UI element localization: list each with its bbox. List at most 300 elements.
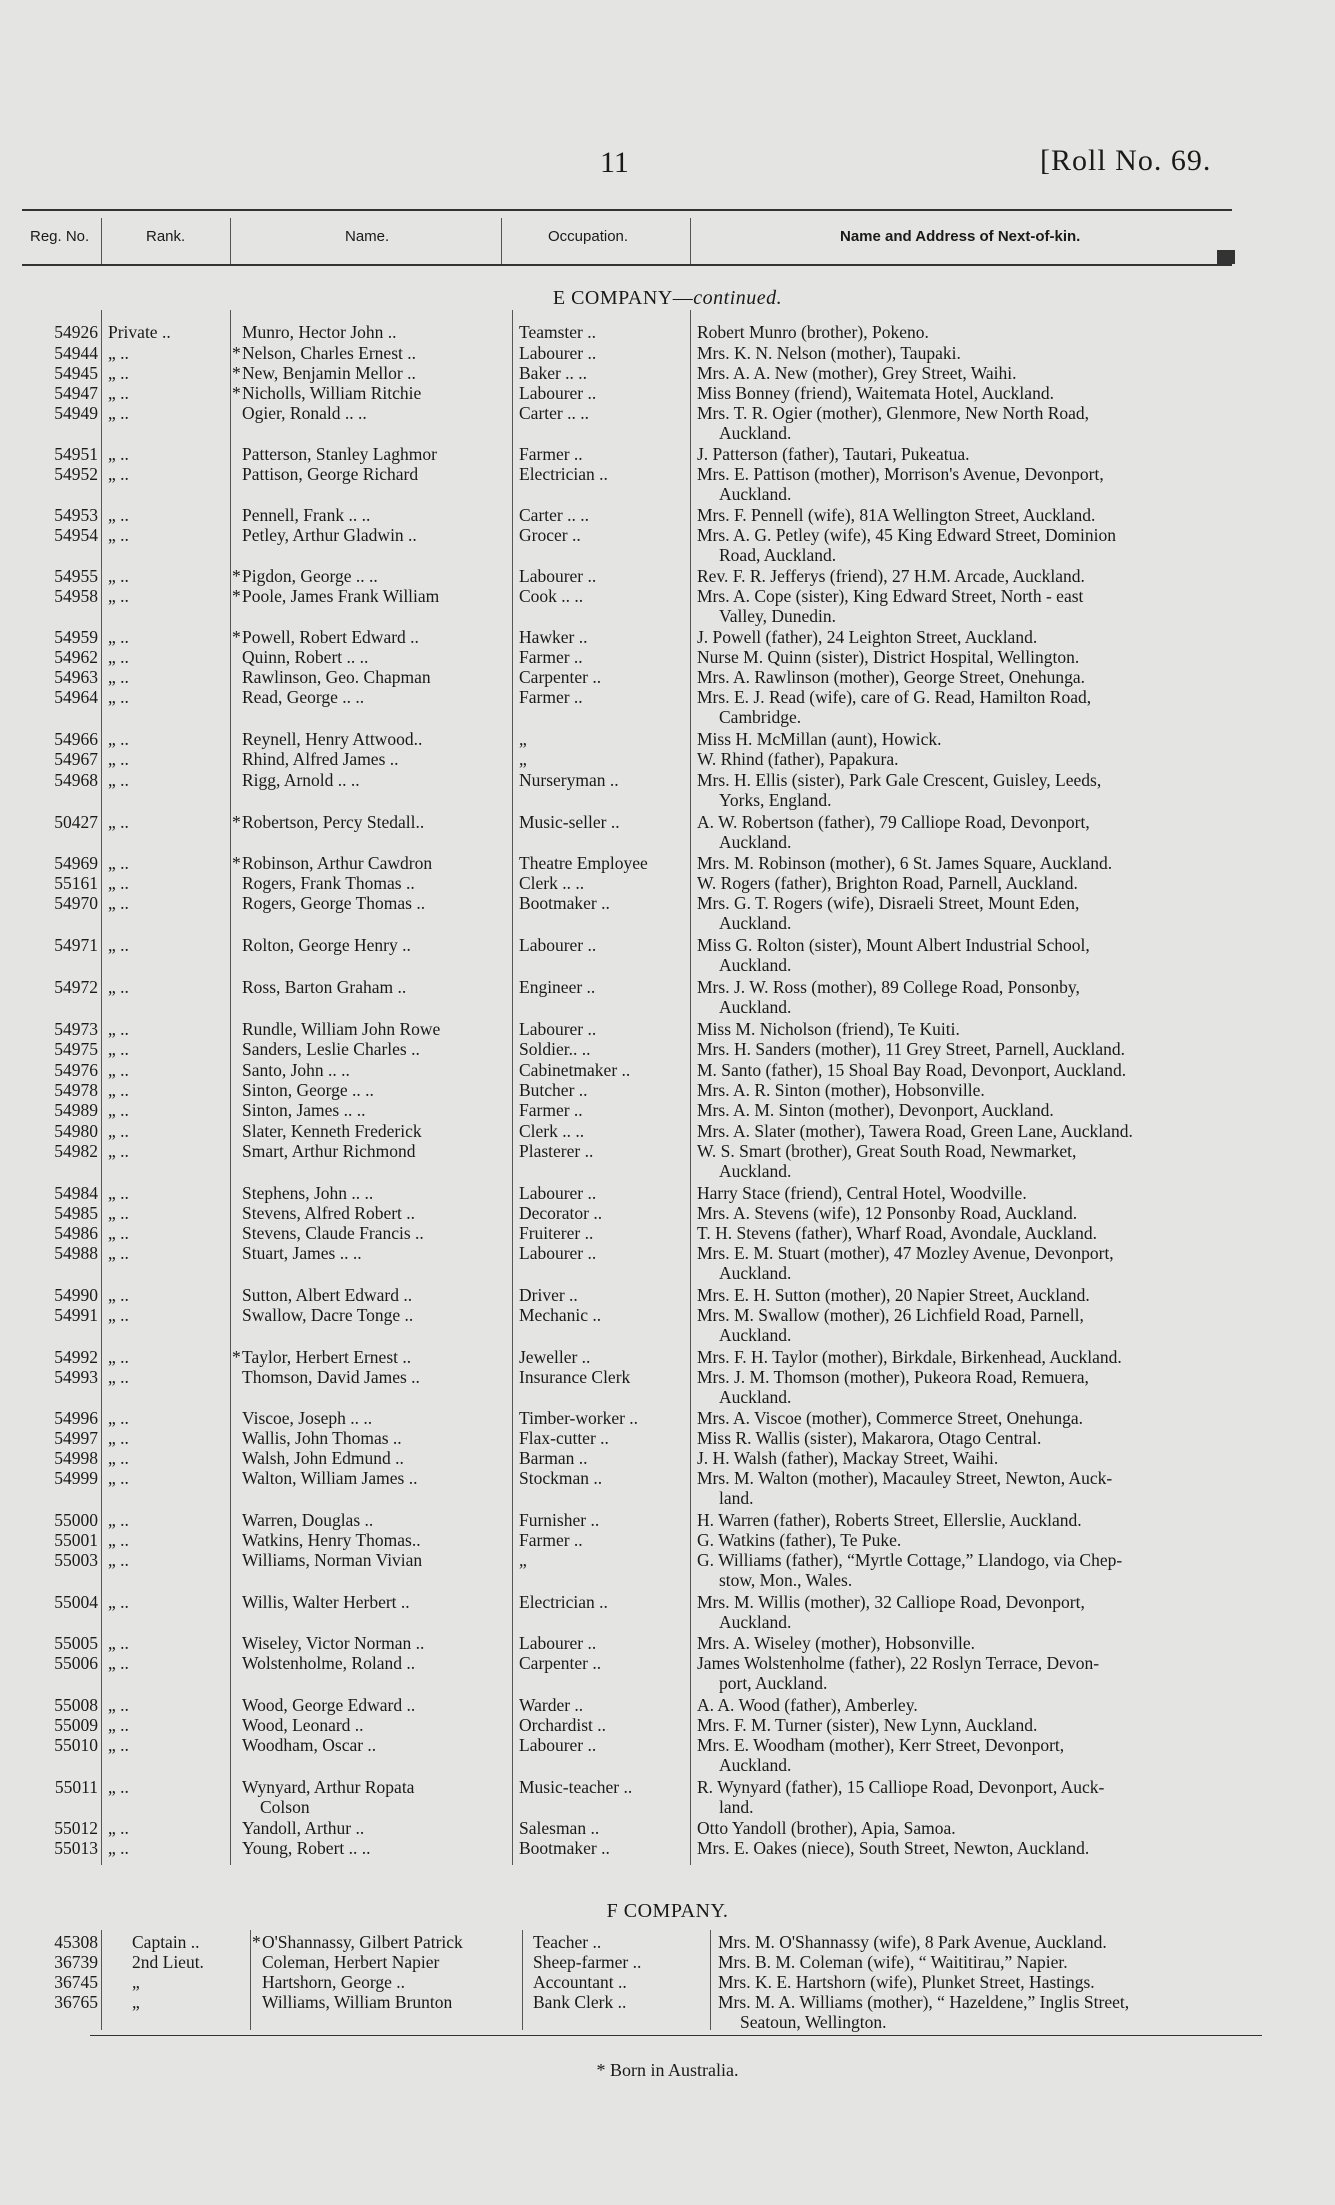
rank: „ ..	[108, 1777, 129, 1797]
soldier-name: Quinn, Robert .. ..	[242, 647, 369, 667]
footer-rule	[90, 2035, 1262, 2036]
next-of-kin: Mrs. M. O'Shannassy (wife), 8 Park Avenue, Auckland.	[718, 1932, 1107, 1952]
col-head-reg: Reg. No.	[30, 228, 90, 245]
soldier-name: Warren, Douglas ..	[242, 1510, 374, 1530]
next-of-kin-continued: land.	[719, 1488, 754, 1508]
next-of-kin: Otto Yandoll (brother), Apia, Samoa.	[697, 1818, 956, 1838]
section-title: E COMPANY—	[552, 287, 694, 309]
next-of-kin-continued: Auckland.	[719, 423, 792, 443]
rank: „ ..	[108, 667, 129, 687]
reg-number: 36765	[54, 1992, 98, 2012]
occupation: Bank Clerk ..	[533, 1992, 627, 2012]
occupation: Labourer ..	[519, 935, 597, 955]
next-of-kin: H. Warren (father), Roberts Street, Ellerslie, Auckland.	[697, 1510, 1082, 1530]
next-of-kin: Mrs. H. Ellis (sister), Park Gale Crescent, Guisley, Leeds,	[697, 770, 1102, 790]
col-head-kin: Name and Address of Next-of-kin.	[840, 228, 1081, 245]
next-of-kin-continued: stow, Mon., Wales.	[719, 1570, 853, 1590]
occupation: Cabinetmaker ..	[519, 1060, 631, 1080]
next-of-kin: Mrs. A. Rawlinson (mother), George Street, Onehunga.	[697, 667, 1086, 687]
soldier-name: Sutton, Albert Edward ..	[242, 1285, 413, 1305]
soldier-name: Thomson, David James ..	[242, 1367, 420, 1387]
reg-number: 54989	[54, 1100, 98, 1120]
occupation: Flax-cutter ..	[519, 1428, 609, 1448]
reg-number: 54967	[54, 749, 98, 769]
reg-number: 54966	[54, 729, 98, 749]
rank: „ ..	[108, 627, 129, 647]
occupation: Fruiterer ..	[519, 1223, 594, 1243]
next-of-kin: G. Williams (father), “Myrtle Cottage,” Llandogo, via Chep-	[697, 1550, 1123, 1570]
next-of-kin-continued: Valley, Dunedin.	[719, 606, 836, 626]
next-of-kin: R. Wynyard (father), 15 Calliope Road, Devonport, Auck-	[697, 1777, 1105, 1797]
reg-number: 54999	[54, 1468, 98, 1488]
section-heading-e-company	[0, 287, 1335, 310]
next-of-kin: Mrs. H. Sanders (mother), 11 Grey Street, Parnell, Auckland.	[697, 1039, 1126, 1059]
occupation: Teacher ..	[533, 1932, 602, 1952]
born-in-australia-mark: *	[232, 853, 241, 873]
rank: „ ..	[108, 893, 129, 913]
next-of-kin-continued: Yorks, England.	[719, 790, 832, 810]
next-of-kin: Mrs. E. Pattison (mother), Morrison's Avenue, Devonport,	[697, 464, 1104, 484]
rank: „	[132, 1972, 140, 1992]
rank: „ ..	[108, 1060, 129, 1080]
soldier-name: Pennell, Frank .. ..	[242, 505, 371, 525]
reg-number: 54951	[54, 444, 98, 464]
reg-number: 55000	[54, 1510, 98, 1530]
next-of-kin-continued: Auckland.	[719, 1263, 792, 1283]
soldier-name: Rolton, George Henry ..	[242, 935, 411, 955]
soldier-name: O'Shannassy, Gilbert Patrick	[262, 1932, 463, 1952]
next-of-kin: Mrs. J. W. Ross (mother), 89 College Road, Ponsonby,	[697, 977, 1080, 997]
next-of-kin: Mrs. M. Robinson (mother), 6 St. James Square, Auckland.	[697, 853, 1113, 873]
occupation: Jeweller ..	[519, 1347, 591, 1367]
reg-number: 45308	[54, 1932, 98, 1952]
rank: „ ..	[108, 1243, 129, 1263]
next-of-kin: Miss H. McMillan (aunt), Howick.	[697, 729, 942, 749]
rank: „ ..	[108, 1367, 129, 1387]
rank: „ ..	[108, 1592, 129, 1612]
soldier-name: Powell, Robert Edward ..	[242, 627, 419, 647]
rank: „ ..	[108, 1715, 129, 1735]
soldier-name: Viscoe, Joseph .. ..	[242, 1408, 373, 1428]
soldier-name: Ogier, Ronald .. ..	[242, 403, 367, 423]
occupation: Soldier.. ..	[519, 1039, 591, 1059]
rank: „ ..	[108, 1530, 129, 1550]
rank: „ ..	[108, 1735, 129, 1755]
rank: „ ..	[108, 1653, 129, 1673]
occupation: Insurance Clerk	[519, 1367, 631, 1387]
occupation: Grocer ..	[519, 525, 581, 545]
next-of-kin: Mrs. A. Cope (sister), King Edward Street, North - east	[697, 586, 1084, 606]
next-of-kin: Mrs. G. T. Rogers (wife), Disraeli Street, Mount Eden,	[697, 893, 1080, 913]
occupation: Decorator ..	[519, 1203, 603, 1223]
col-divider	[501, 218, 502, 264]
rank: „ ..	[108, 1223, 129, 1243]
rank: „ ..	[108, 1448, 129, 1468]
reg-number: 54949	[54, 403, 98, 423]
occupation: Baker .. ..	[519, 363, 588, 383]
rank: „ ..	[108, 1347, 129, 1367]
reg-number: 55013	[54, 1838, 98, 1858]
next-of-kin: Mrs. A. M. Sinton (mother), Devonport, Auckland.	[697, 1100, 1054, 1120]
reg-number: 54984	[54, 1183, 98, 1203]
occupation: Timber-worker ..	[519, 1408, 639, 1428]
occupation: Clerk .. ..	[519, 1121, 585, 1141]
reg-number: 55011	[54, 1777, 98, 1797]
soldier-name: Ross, Barton Graham ..	[242, 977, 407, 997]
rank: „ ..	[108, 770, 129, 790]
occupation: Hawker ..	[519, 627, 588, 647]
reg-number: 54945	[54, 363, 98, 383]
rank: „ ..	[108, 1408, 129, 1428]
occupation: Carter .. ..	[519, 403, 589, 423]
reg-number: 54976	[54, 1060, 98, 1080]
roll-number: [Roll No. 69.	[1040, 144, 1212, 177]
rank: „ ..	[108, 935, 129, 955]
next-of-kin: Mrs. A. Slater (mother), Tawera Road, Green Lane, Auckland.	[697, 1121, 1133, 1141]
occupation: Carpenter ..	[519, 1653, 602, 1673]
reg-number: 54991	[54, 1305, 98, 1325]
soldier-name: Williams, Norman Vivian	[242, 1550, 423, 1570]
soldier-name: Robinson, Arthur Cawdron	[242, 853, 433, 873]
rank: „ ..	[108, 1468, 129, 1488]
next-of-kin: Rev. F. R. Jefferys (friend), 27 H.M. Arcade, Auckland.	[697, 566, 1085, 586]
next-of-kin-continued: Auckland.	[719, 1161, 792, 1181]
occupation: Electrician ..	[519, 1592, 608, 1612]
soldier-name: Rhind, Alfred James ..	[242, 749, 399, 769]
rank: Captain ..	[132, 1932, 200, 1952]
reg-number: 54975	[54, 1039, 98, 1059]
next-of-kin-continued: port, Auckland.	[719, 1673, 828, 1693]
soldier-name: Swallow, Dacre Tonge ..	[242, 1305, 414, 1325]
occupation: „	[519, 749, 527, 769]
page-number: 11	[600, 146, 629, 179]
rank: „ ..	[108, 873, 129, 893]
rank: „ ..	[108, 444, 129, 464]
next-of-kin: W. S. Smart (brother), Great South Road, Newmarket,	[697, 1141, 1077, 1161]
born-in-australia-mark: *	[232, 586, 241, 606]
ink-stamp-mark	[1217, 250, 1235, 264]
next-of-kin: J. H. Walsh (father), Mackay Street, Waihi.	[697, 1448, 999, 1468]
col-divider	[250, 1930, 251, 2030]
occupation: Labourer ..	[519, 383, 597, 403]
born-in-australia-mark: *	[232, 363, 241, 383]
reg-number: 55010	[54, 1735, 98, 1755]
occupation: Bootmaker ..	[519, 1838, 610, 1858]
born-in-australia-mark: *	[232, 566, 241, 586]
occupation: Labourer ..	[519, 1243, 597, 1263]
next-of-kin: Harry Stace (friend), Central Hotel, Woodville.	[697, 1183, 1027, 1203]
rank: „ ..	[108, 749, 129, 769]
rank: „ ..	[108, 729, 129, 749]
soldier-name: Robertson, Percy Stedall..	[242, 812, 425, 832]
next-of-kin: Mrs. E. M. Stuart (mother), 47 Mozley Avenue, Devonport,	[697, 1243, 1114, 1263]
reg-number: 54958	[54, 586, 98, 606]
next-of-kin: A. A. Wood (father), Amberley.	[697, 1695, 918, 1715]
rank: „ ..	[108, 363, 129, 383]
occupation: Plasterer ..	[519, 1141, 594, 1161]
occupation: Driver ..	[519, 1285, 578, 1305]
reg-number: 54955	[54, 566, 98, 586]
rank: „ ..	[108, 525, 129, 545]
rank: „ ..	[108, 647, 129, 667]
reg-number: 55008	[54, 1695, 98, 1715]
soldier-name: Yandoll, Arthur ..	[242, 1818, 365, 1838]
next-of-kin: Miss M. Nicholson (friend), Te Kuiti.	[697, 1019, 960, 1039]
col-divider	[690, 310, 691, 1865]
next-of-kin: Mrs. A. Viscoe (mother), Commerce Street, Onehunga.	[697, 1408, 1083, 1428]
rank: „ ..	[108, 1818, 129, 1838]
next-of-kin: Mrs. T. R. Ogier (mother), Glenmore, New North Road,	[697, 403, 1090, 423]
header-bottom-rule	[22, 264, 1232, 266]
soldier-name: Read, George .. ..	[242, 687, 365, 707]
next-of-kin: G. Watkins (father), Te Puke.	[697, 1530, 902, 1550]
next-of-kin: Mrs. E. H. Sutton (mother), 20 Napier Street, Auckland.	[697, 1285, 1090, 1305]
reg-number: 36739	[54, 1952, 98, 1972]
soldier-name: Patterson, Stanley Laghmor	[242, 444, 437, 464]
soldier-name: Sinton, George .. ..	[242, 1080, 374, 1100]
occupation: Teamster ..	[519, 322, 597, 342]
born-in-australia-mark: *	[232, 343, 241, 363]
occupation: Labourer ..	[519, 566, 597, 586]
soldier-name: Sinton, James .. ..	[242, 1100, 366, 1120]
next-of-kin: Robert Munro (brother), Pokeno.	[697, 322, 929, 342]
reg-number: 55161	[54, 873, 98, 893]
soldier-name: Rogers, George Thomas ..	[242, 893, 426, 913]
occupation: Farmer ..	[519, 444, 583, 464]
reg-number: 55012	[54, 1818, 98, 1838]
next-of-kin: Mrs. F. M. Turner (sister), New Lynn, Auckland.	[697, 1715, 1038, 1735]
col-divider	[690, 218, 691, 264]
soldier-name: Petley, Arthur Gladwin ..	[242, 525, 417, 545]
header-top-rule	[22, 209, 1232, 211]
reg-number: 54963	[54, 667, 98, 687]
rank: „ ..	[108, 1633, 129, 1653]
occupation: Butcher ..	[519, 1080, 588, 1100]
reg-number: 54970	[54, 893, 98, 913]
next-of-kin: Nurse M. Quinn (sister), District Hospital, Wellington.	[697, 647, 1080, 667]
next-of-kin: Mrs. M. Swallow (mother), 26 Lichfield Road, Parnell,	[697, 1305, 1084, 1325]
soldier-name: Walsh, John Edmund ..	[242, 1448, 404, 1468]
rank: „ ..	[108, 1203, 129, 1223]
next-of-kin: T. H. Stevens (father), Wharf Road, Avondale, Auckland.	[697, 1223, 1097, 1243]
next-of-kin: Mrs. A. G. Petley (wife), 45 King Edward Street, Dominion	[697, 525, 1116, 545]
occupation: Music-seller ..	[519, 812, 620, 832]
soldier-name: Pattison, George Richard	[242, 464, 419, 484]
next-of-kin: Mrs. K. E. Hartshorn (wife), Plunket Street, Hastings.	[718, 1972, 1095, 1992]
reg-number: 54980	[54, 1121, 98, 1141]
occupation: „	[519, 729, 527, 749]
rank: „ ..	[108, 812, 129, 832]
occupation: Labourer ..	[519, 1019, 597, 1039]
rank: „ ..	[108, 383, 129, 403]
next-of-kin-continued: Auckland.	[719, 832, 792, 852]
soldier-name: Hartshorn, George ..	[262, 1972, 406, 1992]
next-of-kin-continued: Auckland.	[719, 1612, 792, 1632]
reg-number: 54968	[54, 770, 98, 790]
next-of-kin-continued: Auckland.	[719, 1325, 792, 1345]
rank: „ ..	[108, 1121, 129, 1141]
next-of-kin-continued: Auckland.	[719, 1387, 792, 1407]
next-of-kin: Miss Bonney (friend), Waitemata Hotel, Auckland.	[697, 383, 1054, 403]
soldier-name: Young, Robert .. ..	[242, 1838, 371, 1858]
rank: „ ..	[108, 403, 129, 423]
next-of-kin: A. W. Robertson (father), 79 Calliope Road, Devonport,	[697, 812, 1090, 832]
reg-number: 55004	[54, 1592, 98, 1612]
next-of-kin: M. Santo (father), 15 Shoal Bay Road, Devonport, Auckland.	[697, 1060, 1127, 1080]
occupation: Accountant ..	[533, 1972, 627, 1992]
reg-number: 36745	[54, 1972, 98, 1992]
rank: „ ..	[108, 586, 129, 606]
next-of-kin-continued: Auckland.	[719, 1755, 792, 1775]
occupation: Warder ..	[519, 1695, 584, 1715]
reg-number: 54973	[54, 1019, 98, 1039]
born-in-australia-mark: *	[232, 627, 241, 647]
col-divider	[101, 218, 102, 264]
occupation: Engineer ..	[519, 977, 596, 997]
occupation: Electrician ..	[519, 464, 608, 484]
occupation: Farmer ..	[519, 647, 583, 667]
occupation: Farmer ..	[519, 1100, 583, 1120]
soldier-name-continued: Colson	[260, 1797, 310, 1817]
soldier-name: Rogers, Frank Thomas ..	[242, 873, 415, 893]
born-in-australia-mark: *	[252, 1932, 261, 1952]
reg-number: 54988	[54, 1243, 98, 1263]
col-divider	[101, 310, 102, 1865]
soldier-name: Wolstenholme, Roland ..	[242, 1653, 416, 1673]
occupation: Cook .. ..	[519, 586, 584, 606]
occupation: Sheep-farmer ..	[533, 1952, 642, 1972]
soldier-name: Wynyard, Arthur Ropata	[242, 1777, 415, 1797]
soldier-name: Stephens, John .. ..	[242, 1183, 374, 1203]
next-of-kin: Mrs. F. H. Taylor (mother), Birkdale, Birkenhead, Auckland.	[697, 1347, 1122, 1367]
reg-number: 54952	[54, 464, 98, 484]
occupation: Labourer ..	[519, 1183, 597, 1203]
reg-number: 54969	[54, 853, 98, 873]
soldier-name: Willis, Walter Herbert ..	[242, 1592, 410, 1612]
next-of-kin: Miss R. Wallis (sister), Makarora, Otago Central.	[697, 1428, 1042, 1448]
soldier-name: Wood, Leonard ..	[242, 1715, 364, 1735]
soldier-name: New, Benjamin Mellor ..	[242, 363, 416, 383]
soldier-name: Smart, Arthur Richmond	[242, 1141, 416, 1161]
reg-number: 55006	[54, 1653, 98, 1673]
soldier-name: Watkins, Henry Thomas..	[242, 1530, 421, 1550]
occupation: „	[519, 1550, 527, 1570]
rank: „ ..	[108, 566, 129, 586]
col-divider	[512, 310, 513, 1865]
occupation: Music-teacher ..	[519, 1777, 633, 1797]
next-of-kin: Mrs. E. Woodham (mother), Kerr Street, Devonport,	[697, 1735, 1065, 1755]
occupation: Carter .. ..	[519, 505, 589, 525]
soldier-name: Slater, Kenneth Frederick	[242, 1121, 422, 1141]
reg-number: 54926	[54, 322, 98, 342]
soldier-name: Stuart, James .. ..	[242, 1243, 362, 1263]
soldier-name: Nelson, Charles Ernest ..	[242, 343, 416, 363]
occupation: Salesman ..	[519, 1818, 600, 1838]
occupation: Furnisher ..	[519, 1510, 600, 1530]
next-of-kin: Mrs. M. Willis (mother), 32 Calliope Road, Devonport,	[697, 1592, 1085, 1612]
next-of-kin-continued: Cambridge.	[719, 707, 802, 727]
soldier-name: Poole, James Frank William	[242, 586, 440, 606]
reg-number: 54998	[54, 1448, 98, 1468]
reg-number: 55005	[54, 1633, 98, 1653]
next-of-kin: Mrs. M. A. Williams (mother), “ Hazeldene,” Inglis Street,	[718, 1992, 1130, 2012]
next-of-kin: Mrs. A. Wiseley (mother), Hobsonville.	[697, 1633, 975, 1653]
born-in-australia-mark: *	[232, 383, 241, 403]
col-head-name: Name.	[345, 228, 390, 245]
soldier-name: Stevens, Claude Francis ..	[242, 1223, 424, 1243]
reg-number: 54992	[54, 1347, 98, 1367]
rank: 2nd Lieut.	[132, 1952, 204, 1972]
rank: „ ..	[108, 1080, 129, 1100]
section-title-italic: continued.	[693, 287, 783, 309]
next-of-kin: W. Rhind (father), Papakura.	[697, 749, 899, 769]
col-divider	[522, 1930, 523, 2030]
occupation: Theatre Employee	[519, 853, 648, 873]
next-of-kin: Mrs. E. J. Read (wife), care of G. Read, Hamilton Road,	[697, 687, 1092, 707]
next-of-kin-continued: Auckland.	[719, 484, 792, 504]
next-of-kin: Miss G. Rolton (sister), Mount Albert Industrial School,	[697, 935, 1090, 955]
rank: „ ..	[108, 1510, 129, 1530]
section-title: F COMPANY.	[606, 1900, 729, 1922]
next-of-kin-continued: Auckland.	[719, 913, 792, 933]
section-heading-f-company	[0, 1900, 1335, 1923]
rank: „ ..	[108, 505, 129, 525]
reg-number: 54962	[54, 647, 98, 667]
next-of-kin: W. Rogers (father), Brighton Road, Parnell, Auckland.	[697, 873, 1078, 893]
reg-number: 54997	[54, 1428, 98, 1448]
rank: „	[132, 1992, 140, 2012]
reg-number: 54996	[54, 1408, 98, 1428]
reg-number: 55001	[54, 1530, 98, 1550]
col-divider	[101, 1930, 102, 2030]
soldier-name: Rawlinson, Geo. Chapman	[242, 667, 431, 687]
next-of-kin: Mrs. A. Stevens (wife), 12 Ponsonby Road, Auckland.	[697, 1203, 1078, 1223]
occupation: Stockman ..	[519, 1468, 603, 1488]
soldier-name: Williams, William Brunton	[262, 1992, 453, 2012]
rank: „ ..	[108, 343, 129, 363]
soldier-name: Wiseley, Victor Norman ..	[242, 1633, 425, 1653]
reg-number: 54959	[54, 627, 98, 647]
soldier-name: Woodham, Oscar ..	[242, 1735, 377, 1755]
soldier-name: Santo, John .. ..	[242, 1060, 350, 1080]
rank: „ ..	[108, 853, 129, 873]
rank: „ ..	[108, 1428, 129, 1448]
occupation: Carpenter ..	[519, 667, 602, 687]
soldier-name: Coleman, Herbert Napier	[262, 1952, 440, 1972]
reg-number: 54978	[54, 1080, 98, 1100]
reg-number: 54944	[54, 343, 98, 363]
soldier-name: Munro, Hector John ..	[242, 322, 397, 342]
rank: „ ..	[108, 1019, 129, 1039]
soldier-name: Reynell, Henry Attwood..	[242, 729, 423, 749]
rank: „ ..	[108, 1039, 129, 1059]
reg-number: 54985	[54, 1203, 98, 1223]
rank: „ ..	[108, 1100, 129, 1120]
next-of-kin: Mrs. J. M. Thomson (mother), Pukeora Road, Remuera,	[697, 1367, 1089, 1387]
occupation: Mechanic ..	[519, 1305, 602, 1325]
rank: „ ..	[108, 1695, 129, 1715]
next-of-kin: Mrs. A. A. New (mother), Grey Street, Waihi.	[697, 363, 1017, 383]
rank: „ ..	[108, 1141, 129, 1161]
next-of-kin-continued: Auckland.	[719, 955, 792, 975]
rank: „ ..	[108, 977, 129, 997]
occupation: Barman ..	[519, 1448, 588, 1468]
next-of-kin: Mrs. M. Walton (mother), Macauley Street, Newton, Auck-	[697, 1468, 1113, 1488]
next-of-kin: Mrs. A. R. Sinton (mother), Hobsonville.	[697, 1080, 985, 1100]
next-of-kin: Mrs. K. N. Nelson (mother), Taupaki.	[697, 343, 961, 363]
reg-number: 54972	[54, 977, 98, 997]
rank: „ ..	[108, 464, 129, 484]
